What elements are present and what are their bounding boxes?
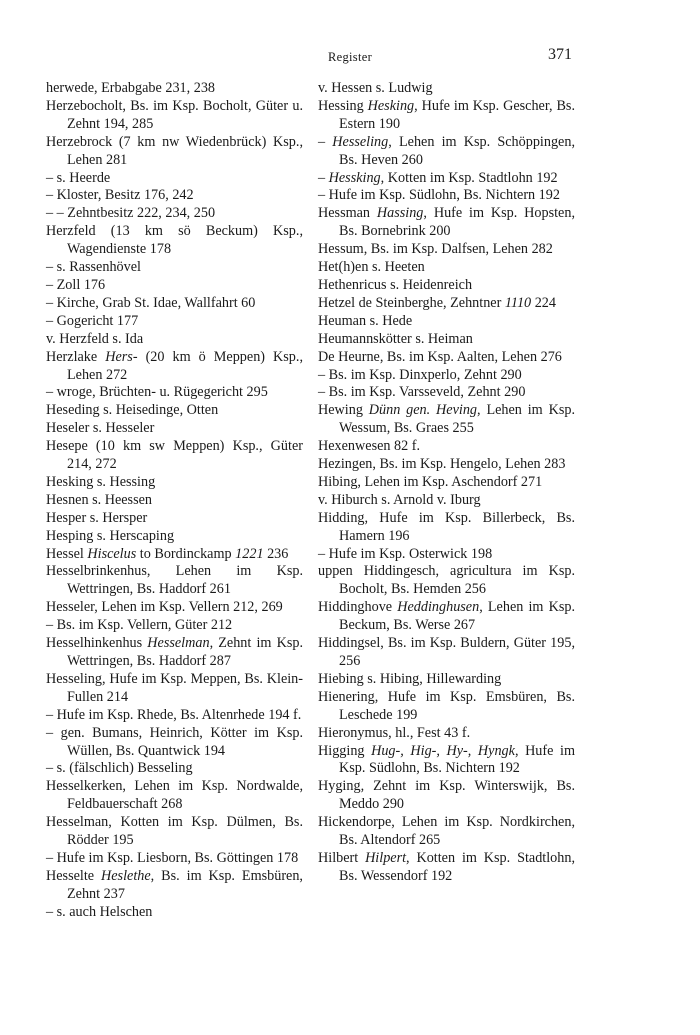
entry-text: Hesking s. Hessing [46, 473, 156, 490]
entry-text: – Bs. im Ksp. Varsseveld, Zehnt 290 [318, 384, 526, 401]
index-entry [46, 760, 303, 778]
index-entry [318, 850, 575, 886]
index-entry [46, 223, 303, 259]
entry-italic-text: 1221 [235, 545, 264, 562]
entry-italic-text: 1110 [504, 294, 532, 311]
index-entry [46, 98, 303, 134]
entry-text: , Hufe im Ksp. Gescher, Bs. Estern 190 [339, 97, 576, 132]
entry-text: Higging [318, 742, 372, 759]
entry-text: Hexenwesen 82 f. [318, 438, 421, 455]
entry-text: – Gogericht 177 [46, 312, 139, 329]
index-entry [46, 259, 303, 277]
entry-text: 224 [531, 294, 556, 311]
index-entry [318, 474, 575, 492]
index-entry [46, 295, 303, 313]
entry-italic-text: Hassing [376, 205, 424, 222]
index-entry [318, 295, 575, 313]
index-entry [46, 563, 303, 599]
index-entry [318, 313, 575, 331]
index-entry [46, 725, 303, 761]
index-entry [318, 689, 575, 725]
entry-text: Herzebrock (7 km nw Wiedenbrück) Ksp., Lehen 281 [46, 133, 303, 168]
index-entry [46, 671, 303, 707]
entry-text: Hesselkerken, Lehen im Ksp. Nordwalde, Feldbauerschaft 268 [46, 778, 303, 813]
entry-text: Herzebocholt, Bs. im Ksp. Bocholt, Güter u. Zehnt 194, 285 [46, 97, 303, 132]
entry-text: Hyging, Zehnt im Ksp. Winterswijk, Bs. Meddo 290 [318, 778, 575, 813]
entry-text: Hibing, Lehen im Ksp. Aschendorf 271 [318, 473, 543, 490]
entry-text: Hesper s. Hersper [46, 509, 148, 526]
index-entry [46, 599, 303, 617]
entry-text: Hesepe (10 km sw Meppen) Ksp., Güter 214, 272 [46, 438, 303, 473]
entry-text: – Hufe im Ksp. Osterwick 198 [318, 545, 493, 562]
entry-text: – [318, 169, 329, 186]
index-entry [318, 134, 575, 170]
index-entry [318, 349, 575, 367]
index-entry [318, 80, 575, 98]
entry-text: v. Herzfeld s. Ida [46, 330, 144, 347]
entry-italic-text: Hesselman [147, 635, 210, 652]
index-entry [318, 402, 575, 438]
entry-text: v. Hiburch s. Arnold v. Iburg [318, 491, 481, 508]
index-entry [318, 778, 575, 814]
index-entry [46, 868, 303, 904]
left-index-column [46, 80, 303, 922]
running-header: Register [327, 50, 373, 64]
entry-text: – wroge, Brüchten- u. Rügegericht 295 [46, 384, 268, 401]
index-entry [318, 384, 575, 402]
entry-text: – Kirche, Grab St. Idae, Wallfahrt 60 [46, 294, 256, 311]
entry-text: Heuman s. Hede [318, 312, 413, 329]
entry-text: – [318, 133, 333, 150]
index-entry [46, 331, 303, 349]
index-entry [46, 850, 303, 868]
index-entry [46, 635, 303, 671]
entry-text: , Kotten im Ksp. Stadtlohn 192 [380, 169, 558, 186]
entry-text: , Lehen im Ksp. Beckum, Bs. Werse 267 [339, 599, 575, 634]
entry-text: – Bs. im Ksp. Dinxperlo, Zehnt 290 [318, 366, 522, 383]
entry-italic-text: Hesseling [332, 133, 389, 150]
index-entry [46, 170, 303, 188]
index-entry [318, 599, 575, 635]
entry-italic-text: Hilpert [365, 849, 407, 866]
entry-text: Hesnen s. Heessen [46, 491, 152, 508]
index-entry [46, 402, 303, 420]
entry-text: Hickendorpe, Lehen im Ksp. Nordkirchen, Bs. Altendorf 265 [318, 814, 575, 849]
entry-italic-text: Hessking [328, 169, 381, 186]
entry-text: Hesselbrinkenhus, Lehen im Ksp. Wettringen, Bs. Haddorf 261 [46, 563, 303, 598]
index-entry [318, 367, 575, 385]
entry-text: Hessum, Bs. im Ksp. Dalfsen, Lehen 282 [318, 241, 553, 258]
entry-text: Hiebing s. Hibing, Hillewarding [318, 670, 502, 687]
index-entry [318, 635, 575, 671]
index-entry [46, 349, 303, 385]
entry-text: – s. Heerde [46, 169, 111, 186]
index-entry [46, 438, 303, 474]
index-entry [46, 420, 303, 438]
entry-text: , Zehnt im Ksp. Wettringen, Bs. Haddorf 287 [67, 635, 303, 669]
index-entry [318, 814, 575, 850]
entry-text: – gen. Bumans, Heinrich, Kötter im Ksp. Wüllen, Bs. Quantwick 194 [46, 724, 303, 759]
entry-text: – Hufe im Ksp. Liesborn, Bs. Göttingen 178 [46, 849, 299, 866]
index-entry [46, 492, 303, 510]
index-entry [318, 241, 575, 259]
index-entry [46, 617, 303, 635]
index-entry [318, 546, 575, 564]
index-entry [318, 725, 575, 743]
entry-text: herwede, Erbabgabe 231, 238 [46, 80, 216, 96]
entry-text: Hessman [318, 205, 377, 222]
entry-italic-text: Heslethe [101, 867, 151, 884]
entry-text: Hetzel de Steinberghe, Zehntner [318, 294, 505, 311]
entry-text: , Hufe im Ksp. Hopsten, Bs. Bornebrink 200 [339, 205, 575, 240]
entry-text: – s. auch Helschen [46, 903, 153, 920]
index-entry [318, 492, 575, 510]
index-entry [318, 259, 575, 277]
index-entry [318, 456, 575, 474]
entry-text: Hesping s. Herscaping [46, 527, 175, 544]
index-entry [318, 331, 575, 349]
entry-text: Hiddingsel, Bs. im Ksp. Buldern, Güter 195, 256 [318, 635, 575, 669]
entry-italic-text: Heddinghusen [397, 599, 480, 616]
entry-text: Hesselman, Kotten im Ksp. Dülmen, Bs. Rödder 195 [46, 814, 303, 849]
entry-text: Hiddinghove [318, 599, 398, 616]
entry-text: Hessel [46, 545, 88, 562]
index-entry [46, 134, 303, 170]
index-entry [46, 187, 303, 205]
entry-italic-text: Hiscelus [87, 545, 137, 562]
entry-text: Hienering, Hufe im Ksp. Emsbüren, Bs. Leschede 199 [318, 688, 575, 723]
entry-text: Hethenricus s. Heidenreich [318, 276, 473, 293]
entry-text: Herzfeld (13 km sö Beckum) Ksp., Wagendienste 178 [46, 223, 303, 258]
entry-italic-text: Hesking [367, 97, 415, 114]
entry-text: – s. (fälschlich) Besseling [46, 760, 193, 777]
entry-text: Hidding, Hufe im Ksp. Billerbeck, Bs. Hamern 196 [318, 509, 575, 544]
index-entry [46, 277, 303, 295]
entry-text: 236 [263, 545, 289, 562]
entry-text: De Heurne, Bs. im Ksp. Aalten, Lehen 276 [318, 348, 562, 365]
entry-text: , Lehen im Ksp. Schöppingen, Bs. Heven 260 [339, 133, 575, 168]
index-entry [46, 528, 303, 546]
index-entry [46, 510, 303, 528]
index-entry [46, 80, 303, 98]
entry-text: (20 km ö Meppen) Ksp., Lehen 272 [67, 348, 303, 383]
index-entry [46, 778, 303, 814]
entry-text: Heseding s. Heisedinge, Otten [46, 402, 219, 419]
entry-text: – s. Rassenhövel [46, 259, 141, 276]
index-entry [318, 205, 575, 241]
index-entry [318, 277, 575, 295]
entry-text: Hieronymus, hl., Fest 43 f. [318, 724, 471, 741]
index-entry [46, 384, 303, 402]
entry-text: Hilbert [318, 849, 366, 866]
entry-text: – Kloster, Besitz 176, 242 [46, 187, 194, 204]
index-entry [318, 98, 575, 134]
entry-text: Hezingen, Bs. im Ksp. Hengelo, Lehen 283 [318, 456, 566, 473]
page-number: 371 [548, 46, 572, 63]
entry-text: uppen Hiddingesch, agricultura im Ksp. Bocholt, Bs. Hemden 256 [318, 563, 575, 598]
entry-italic-text: Dünn gen. Heving [368, 402, 478, 419]
entry-text: , Hufe im Ksp. Südlohn, Bs. Nichtern 192 [339, 742, 575, 777]
entry-text: Heseler s. Hesseler [46, 420, 155, 437]
index-entry [46, 205, 303, 223]
index-entry [46, 814, 303, 850]
entry-text: Hessing [318, 97, 368, 114]
entry-text: , Bs. im Ksp. Emsbüren, Zehnt 237 [67, 867, 303, 902]
entry-text: Hesseling, Hufe im Ksp. Meppen, Bs. Klein-Fullen 214 [46, 670, 303, 705]
index-entry [46, 474, 303, 492]
entry-text: – Hufe im Ksp. Südlohn, Bs. Nichtern 192 [318, 187, 560, 204]
index-entry [46, 313, 303, 331]
index-entry [318, 743, 575, 779]
entry-italic-text: Hug-, Hig-, Hy-, Hyngk [371, 742, 515, 759]
index-entry [318, 671, 575, 689]
entry-text: v. Hessen s. Ludwig [318, 80, 433, 96]
entry-text: , Lehen im Ksp. Wessum, Bs. Graes 255 [339, 402, 575, 437]
entry-text: Het(h)en s. Heeten [318, 259, 425, 276]
entry-italic-text: Hers- [105, 348, 138, 365]
entry-text: Herzlake [46, 348, 106, 365]
entry-text: Heumannskötter s. Heiman [318, 330, 473, 347]
index-entry [318, 187, 575, 205]
index-entry [318, 510, 575, 546]
index-entry [46, 904, 303, 922]
entry-text: , Kotten im Ksp. Stadtlohn, Bs. Wessendorf 192 [339, 849, 576, 884]
index-entry [46, 546, 303, 564]
entry-text: – – Zehntbesitz 222, 234, 250 [46, 205, 216, 222]
entry-text: Hewing [318, 402, 369, 419]
entry-text: Hesselhinkenhus [46, 635, 148, 652]
index-entry [318, 563, 575, 599]
right-index-column [318, 80, 575, 886]
entry-text: Hesselte [46, 867, 102, 884]
entry-text: – Zoll 176 [46, 276, 106, 293]
index-entry [318, 170, 575, 188]
index-entry [318, 438, 575, 456]
entry-text: Hesseler, Lehen im Ksp. Vellern 212, 269 [46, 599, 283, 616]
entry-text: – Hufe im Ksp. Rhede, Bs. Altenrhede 194 f. [46, 706, 302, 723]
entry-text: – Bs. im Ksp. Vellern, Güter 212 [46, 617, 233, 634]
index-entry [46, 707, 303, 725]
entry-text: to Bordinckamp [136, 545, 236, 562]
